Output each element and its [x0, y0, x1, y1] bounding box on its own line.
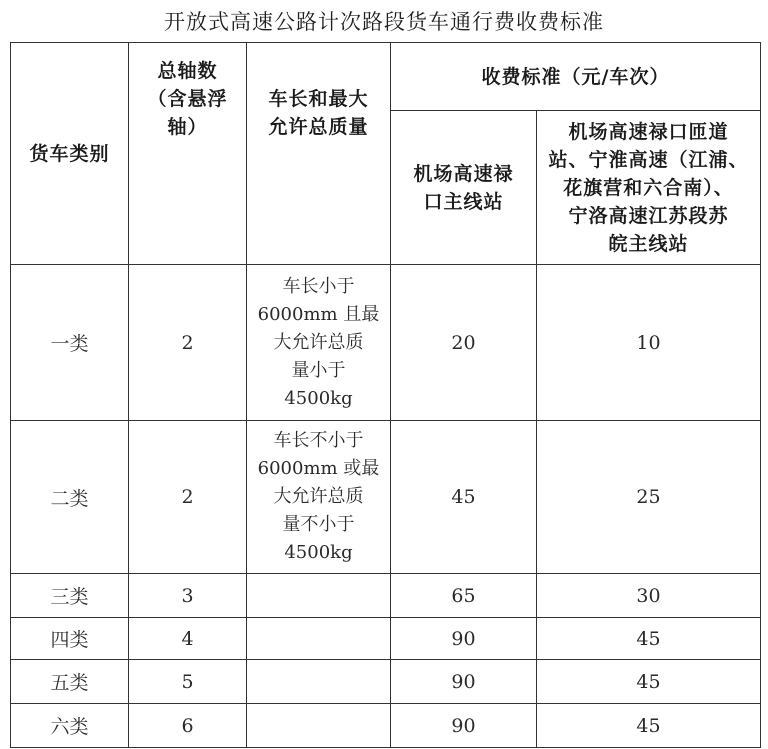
table-row	[11, 660, 761, 704]
header-station-a: 机场高速禄 口主线站	[391, 111, 537, 265]
row-category: 五类	[11, 660, 129, 704]
row-axles: 4	[129, 618, 247, 660]
row-fee-b: 10	[537, 265, 761, 421]
header-row-1	[11, 43, 761, 111]
row-category: 三类	[11, 574, 129, 618]
row-fee-b: 45	[537, 660, 761, 704]
row-fee-b: 25	[537, 421, 761, 574]
row-category: 六类	[11, 704, 129, 748]
row-fee-b: 30	[537, 574, 761, 618]
table-row	[11, 704, 761, 748]
row-length-weight: 车长不小于 6000mm 或最 大允许总质 量不小于 4500kg	[247, 421, 391, 574]
row-fee-a: 90	[391, 618, 537, 660]
row-category: 二类	[11, 421, 129, 574]
row-fee-a: 90	[391, 704, 537, 748]
row-length-weight	[247, 618, 391, 660]
row-fee-a: 90	[391, 660, 537, 704]
header-station-b: 机场高速禄口匝道 站、宁淮高速（江浦、 花旗营和六合南）、 宁洛高速江苏段苏 皖主线站	[537, 111, 761, 265]
header-category: 货车类别	[11, 43, 129, 265]
row-length-weight	[247, 704, 391, 748]
page-title: 开放式高速公路计次路段货车通行费收费标准	[164, 10, 604, 34]
row-length-weight	[247, 574, 391, 618]
row-axles: 3	[129, 574, 247, 618]
row-fee-b: 45	[537, 618, 761, 660]
row-fee-a: 20	[391, 265, 537, 421]
row-fee-a: 45	[391, 421, 537, 574]
row-axles: 2	[129, 265, 247, 421]
row-axles: 5	[129, 660, 247, 704]
header-fee-group: 收费标准（元/车次）	[391, 43, 761, 111]
row-fee-b: 45	[537, 704, 761, 748]
table-row	[11, 265, 761, 421]
fee-table	[10, 42, 761, 748]
row-axles: 2	[129, 421, 247, 574]
table-row	[11, 618, 761, 660]
row-axles: 6	[129, 704, 247, 748]
table-row	[11, 574, 761, 618]
table-row	[11, 421, 761, 574]
header-axles: 总轴数 （含悬浮 轴）	[129, 43, 247, 265]
row-length-weight	[247, 660, 391, 704]
row-category: 四类	[11, 618, 129, 660]
row-fee-a: 65	[391, 574, 537, 618]
header-length-weight: 车长和最大 允许总质量	[247, 43, 391, 265]
row-category: 一类	[11, 265, 129, 421]
row-length-weight: 车长小于 6000mm 且最 大允许总质 量小于 4500kg	[247, 265, 391, 421]
